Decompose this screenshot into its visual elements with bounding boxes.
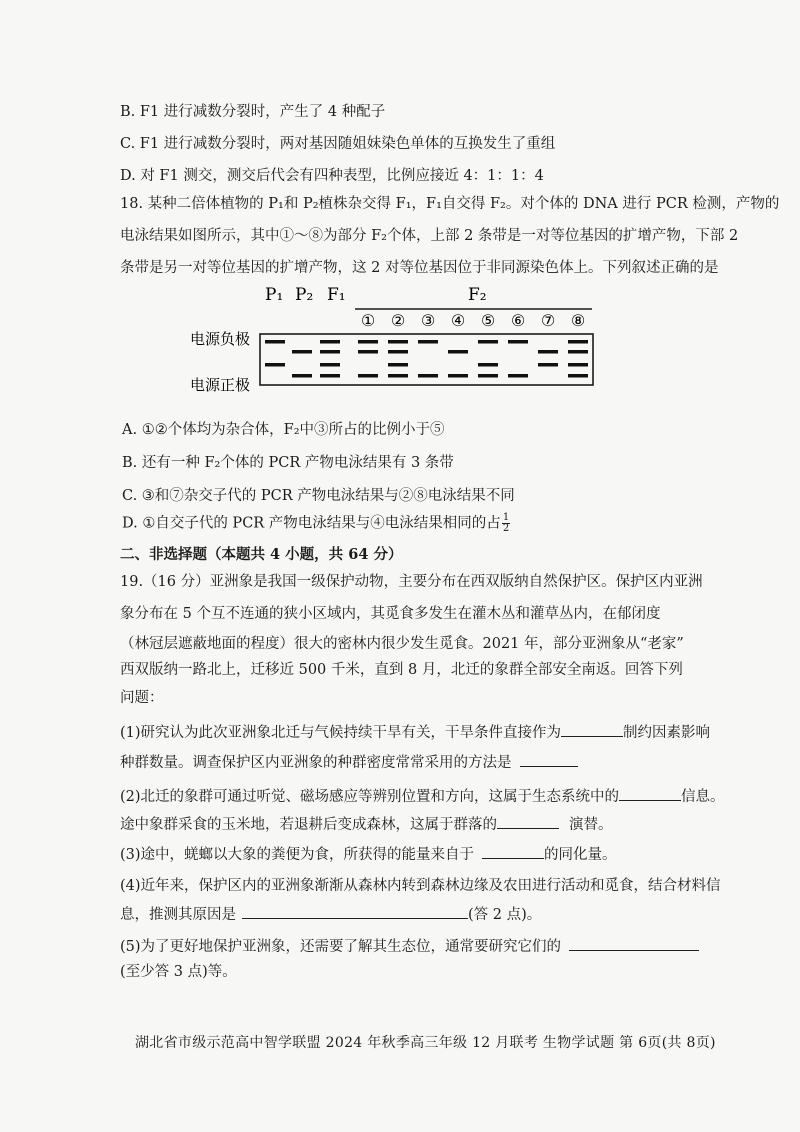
gel-band	[320, 350, 340, 354]
gel-band	[292, 350, 312, 354]
gel-band	[418, 374, 438, 378]
gel-band	[320, 340, 340, 344]
f2-label: F₂	[468, 285, 487, 305]
gel-band	[265, 363, 285, 367]
q19-part1-line2: 种群数量。调查保护区内亚洲象的种群密度常常采用的方法是	[120, 752, 578, 773]
answer-blank-1a[interactable]	[561, 722, 623, 737]
q18-stem-line-2: 电泳结果如图所示，其中①～⑧为部分 F₂个体，上部 2 条带是一对等位基因的扩增产物，下部 2	[120, 228, 739, 244]
f2-numbers	[361, 311, 585, 330]
answer-blank-5[interactable]	[569, 936, 699, 951]
gel-band	[358, 350, 378, 354]
q19-part4-line1: (4)近年来，保护区内的亚洲象渐渐从森林内转到森林边缘及农田进行活动和觅食，结合材料信	[120, 878, 721, 894]
f2-number-4: ④	[450, 311, 466, 330]
f2-number-2: ②	[390, 311, 406, 330]
q18-option-b: B. 还有一种 F₂个体的 PCR 产物电泳结果有 3 条带	[122, 455, 454, 471]
gel-band	[568, 350, 588, 354]
gel-band	[538, 350, 558, 354]
q19-intro-5: 问题：	[120, 690, 164, 706]
gel-band	[478, 340, 498, 344]
positive-pole-label: 电源正极	[190, 376, 251, 394]
f2-number-3: ③	[420, 311, 436, 330]
lane-label-p1: P₁	[265, 285, 284, 305]
electrophoresis-figure	[190, 280, 610, 400]
gel-band	[508, 340, 528, 344]
gel-band	[568, 340, 588, 344]
answer-blank-2a[interactable]	[619, 786, 681, 801]
q18-option-d-text: D. ①自交子代的 PCR 产物电泳结果与④电泳结果相同的占	[122, 515, 501, 532]
gel-band	[388, 374, 408, 378]
q19-intro-4: 西双版纳一路北上，迁移近 500 千米，直到 8 月，北迁的象群全部安全南返。回答下列	[120, 662, 683, 678]
gel-band	[265, 340, 285, 344]
gel-band	[388, 363, 408, 367]
fraction-one-half: $\frac{1}{2}$	[502, 512, 510, 534]
f2-number-8: ⑧	[570, 311, 586, 330]
gel-bands	[265, 340, 588, 378]
gel-band	[292, 374, 312, 378]
q19-part1-line1: (1)研究认为此次亚洲象北迁与气候持续干旱有关，干旱条件直接作为 制约因素影响	[120, 722, 710, 743]
gel-band	[568, 363, 588, 367]
q18-stem-line-3: 条带是另一对等位基因的扩增产物，这 2 对等位基因位于非同源染色体上。下列叙述正确的是	[120, 260, 719, 276]
negative-pole-label: 电源负极	[190, 330, 251, 348]
q19-part5-line2: (至少答 3 点)等。	[120, 964, 237, 980]
gel-band	[388, 350, 408, 354]
answer-blank-3[interactable]	[482, 844, 544, 859]
gel-band	[448, 374, 468, 378]
gel-band	[320, 363, 340, 367]
gel-band	[448, 350, 468, 354]
gel-band	[418, 340, 438, 344]
q18-option-d	[122, 513, 510, 534]
q19-part3: (3)途中，蜣螂以大象的粪便为食，所获得的能量来自于 的同化量。	[120, 844, 617, 865]
q19-intro-2: 象分布在 5 个互不连通的狭小区域内，其觅食多发生在灌木丛和灌草丛内，在郁闭度	[120, 606, 661, 622]
gel-band	[508, 374, 528, 378]
f2-number-1: ①	[360, 311, 376, 330]
answer-blank-4[interactable]	[242, 904, 468, 919]
gel-band	[478, 363, 498, 367]
gel-band	[388, 340, 408, 344]
q18-option-c: C. ③和⑦杂交子代的 PCR 产物电泳结果与②⑧电泳结果不同	[122, 488, 515, 504]
q19-intro-1: 19.（16 分）亚洲象是我国一级保护动物，主要分布在西双版纳自然保护区。保护区内亚洲	[120, 574, 703, 590]
f2-number-5: ⑤	[480, 311, 496, 330]
f2-number-7: ⑦	[540, 311, 556, 330]
section-heading: 二、非选择题（本题共 4 小题，共 64 分）	[120, 546, 403, 563]
gel-band	[320, 374, 340, 378]
lane-label-f1: F₁	[327, 285, 346, 305]
q19-part2-line1: (2)北迁的象群可通过听觉、磁场感应等辨别位置和方向，这属于生态系统中的 信息。	[120, 786, 725, 807]
q19-part4-line2: 息，推测其原因是 (答 2 点)。	[120, 904, 541, 925]
f2-number-6: ⑥	[510, 311, 526, 330]
q17-option-d: D. 对 F1 测交，测交后代会有四种表型，比例应接近 4：1：1：4	[120, 168, 544, 184]
gel-band	[358, 340, 378, 344]
q18-option-a: A. ①②个体均为杂合体，F₂中③所占的比例小于⑤	[122, 422, 445, 438]
q19-part5-line1: (5)为了更好地保护亚洲象，还需要了解其生态位，通常要研究它们的	[120, 936, 699, 957]
q18-stem-line-1: 18. 某种二倍体植物的 P₁和 P₂植株杂交得 F₁，F₁自交得 F₂。对个体的 DNA 进行 PCR 检测，产物的	[120, 196, 780, 212]
q17-option-b: B. F1 进行减数分裂时，产生了 4 种配子	[120, 104, 386, 120]
gel-band	[358, 374, 378, 378]
q19-intro-3: （林冠层遮蔽地面的程度）很大的密林内很少发生觅食。2021 年，部分亚洲象从“老家”	[120, 636, 684, 652]
answer-blank-2b[interactable]	[497, 814, 559, 829]
page-footer: 湖北省市级示范高中智学联盟 2024 年秋季高三年级 12 月联考 生物学试题 第 6页(共 8页)	[135, 1035, 716, 1051]
gel-band	[568, 374, 588, 378]
answer-blank-1b[interactable]	[520, 752, 578, 767]
q17-option-c: C. F1 进行减数分裂时，两对基因随姐妹染色单体的互换发生了重组	[120, 136, 556, 152]
gel-band	[478, 374, 498, 378]
q19-part2-line2: 途中象群采食的玉米地，若退耕后变成森林，这属于群落的 演替。	[120, 814, 613, 835]
gel-band	[538, 363, 558, 367]
lane-label-p2: P₂	[295, 285, 314, 305]
